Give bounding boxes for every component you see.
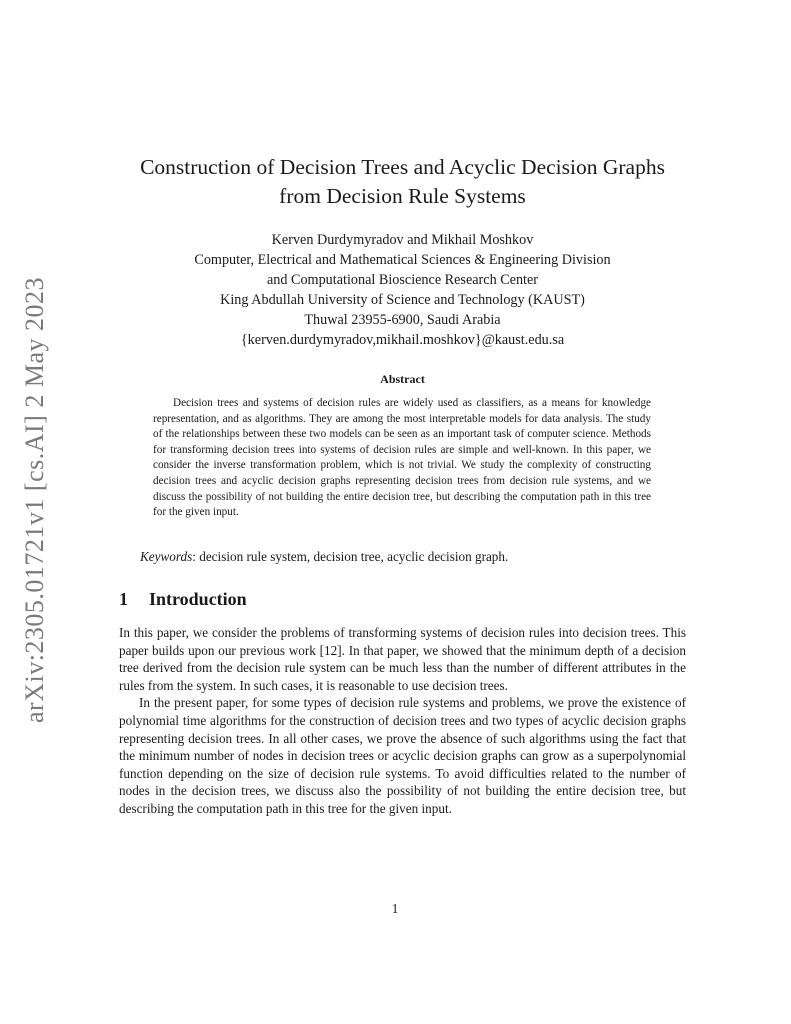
author-block — [120, 230, 685, 350]
section-number: 1 — [119, 589, 128, 609]
institution: King Abdullah University of Science and Technology (KAUST) — [220, 292, 585, 308]
section-heading-introduction — [119, 589, 247, 610]
introduction-body — [119, 624, 686, 818]
keywords-line — [140, 548, 680, 566]
paper-title-line-1: Construction of Decision Trees and Acyclic Decision Graphs — [140, 155, 665, 179]
affiliation-line-1: Computer, Electrical and Mathematical Sciences & Engineering Division — [194, 252, 611, 268]
abstract-text: Decision trees and systems of decision rules are widely used as classifiers, as a means for knowledge representation, and as algorithms. They are among the most interpretable models for data analysis. The study of the relationships between these two models can be seen as an important task of computer science. Methods for transforming decision trees into systems of decision rules are simple and well-known. In this paper, we consider the inverse transformation problem, which is not trivial. We study the complexity of constructing decision trees and acyclic decision graphs representing decision trees from decision rule systems, and we discuss the possibility of not building the entire decision tree, but describing the computation path in this tree for the given input. — [153, 397, 651, 519]
introduction-paragraph-1: In this paper, we consider the problems of transforming systems of decision rules into decision trees. This paper builds upon our previous work [12]. In that paper, we showed that the minimum depth of a decision tree derived from the decision rule system can be much less than the number of different attributes in the rules from the system. In such cases, it is reasonable to use decision trees. — [119, 625, 686, 693]
paper-title — [120, 153, 685, 211]
arxiv-identifier-text: arXiv:2305.01721v1 [cs.AI] 2 May 2023 — [20, 277, 49, 723]
author-emails: {kerven.durdymyradov,mikhail.moshkov}@kaust.edu.sa — [240, 332, 565, 348]
keywords-text: : decision rule system, decision tree, acyclic decision graph. — [192, 549, 509, 564]
keywords-label: Keywords — [140, 549, 193, 564]
section-title: Introduction — [149, 589, 247, 609]
address: Thuwal 23955-6900, Saudi Arabia — [304, 312, 501, 328]
page-number: 1 — [391, 901, 399, 916]
arxiv-identifier-stamp — [12, 277, 58, 723]
introduction-paragraph-2: In the present paper, for some types of decision rule systems and problems, we prove the existence of polynomial time algorithms for the construction of decision trees and two types of acyclic decision graphs representing decision trees. In all other cases, we prove the absence of such algorithms using the fact that the minimum number of nodes in decision trees or acyclic decision graphs can grow as a superpolynomial function depending on the size of decision rule systems. To avoid difficulties related to the number of nodes in the decision trees, we discuss also the possibility of not building the entire decision tree, but describing the computation path in this tree for the given input. — [119, 695, 686, 816]
author-names: Kerven Durdymyradov and Mikhail Moshkov — [271, 232, 534, 248]
paper-title-line-2: from Decision Rule Systems — [279, 184, 526, 208]
abstract-heading: Abstract — [380, 372, 425, 386]
affiliation-line-2: and Computational Bioscience Research Center — [266, 272, 539, 288]
